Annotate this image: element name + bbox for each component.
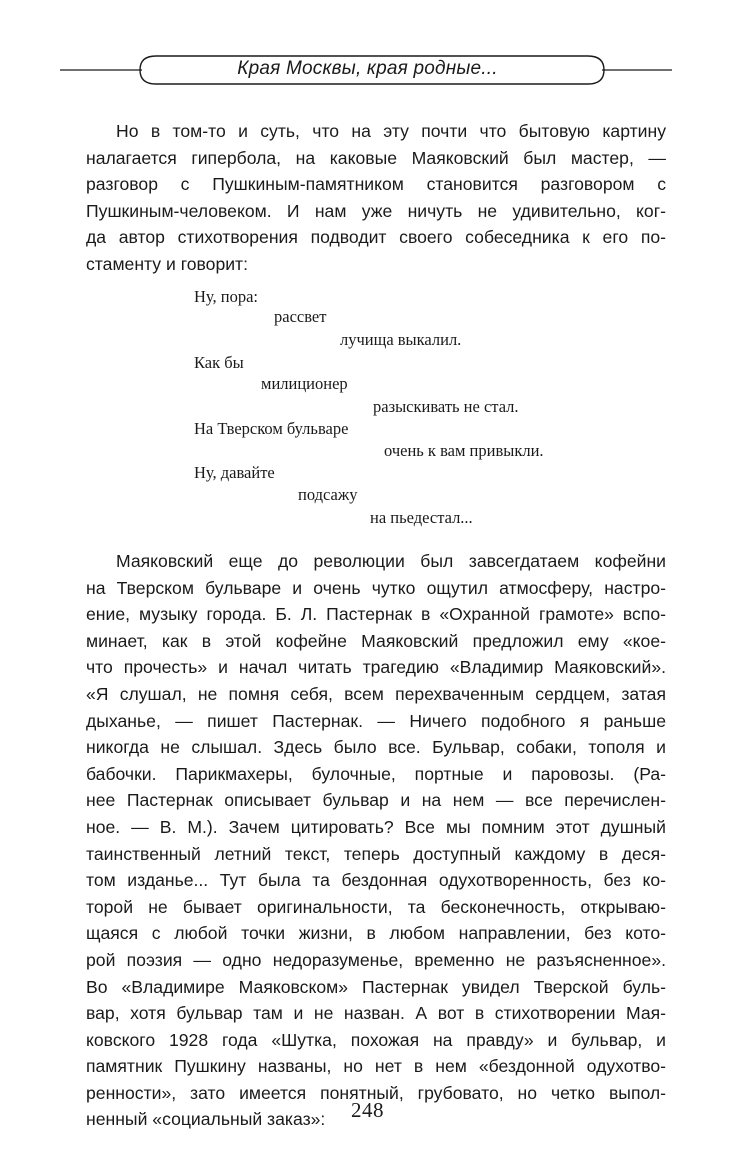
poem-line: Ну, давайте [194,463,275,482]
text-line: дыханье, — пишет Пастернак. — Ничего подобного я раньше [86,710,666,731]
text-line: ение, музыку города. Б. Л. Пастернак в «Охранной грамоте» вспо- [86,604,666,625]
text-line: «Я слушал, не помня себя, всем перехваченным сердцем, затая [86,683,666,704]
poem-line: подсажу [298,485,358,504]
text-line: Пушкиным-человеком. И нам уже ничуть не удивительно, ког- [86,200,666,221]
text-line: стаменту и говорит: [86,253,249,274]
poem-line: разыскивать не стал. [373,397,519,416]
poem-line: На Тверском бульваре [194,419,349,438]
header-title: Края Москвы, края родные... [237,58,498,79]
text-line: бабочки. Парикмахеры, булочные, портные и паровозы. (Ра- [86,763,666,784]
text-line: что прочесть» и начал читать трагедию «Владимир Маяковский». [86,657,666,678]
text-line: том изданье... Тут была та бездонная одухотворенность, без ко- [86,870,666,891]
poem-line: милиционер [261,374,348,393]
text-line: Во «Владимире Маяковском» Пастернак увидел Тверской буль- [86,976,666,997]
text-line: Но в том-то и суть, что на эту почти что бытовую картину [116,121,666,141]
text-line: никогда не слышал. Здесь было все. Бульвар, собаки, тополя и [86,737,666,758]
text-line: ное. — В. М.). Зачем цитировать? Все мы помним этот душный [86,816,666,837]
text-line: налагается гипербола, на каковые Маяковский был мастер, — [86,147,666,168]
text-line: на Тверском бульваре и очень чутко ощутил атмосферу, настро- [86,577,666,598]
poem-line: лучища выкалил. [340,330,462,349]
poem-line: Ну, пора: [194,287,259,306]
text-line: да автор стихотворения подводит своего собеседника к его по- [86,227,666,248]
page-number: 248 [351,1098,384,1122]
text-line: минает, как в этой кофейне Маяковский предложил ему «кое- [86,630,666,651]
text-line: рой поэзия — одно недоразуменье, временно не разъясненное». [86,949,666,970]
text-line: ковского 1928 года «Шутка, похожая на правду» и бульвар, и [86,1029,666,1050]
running-header [60,48,675,92]
text-line: ренности», зато имеется понятный, грубовато, но четко выпол- [86,1082,666,1103]
text-line: ненный «социальный заказ»: [86,1109,326,1130]
text-line: таинственный летний текст, теперь доступный каждому в деся- [86,843,666,864]
poem-line: рассвет [274,307,327,326]
text-line: разговор с Пушкиным-памятником становится разговором с [86,174,666,195]
text-line: памятник Пушкину названы, но нет в нем «бездонной одухотво- [86,1056,666,1077]
text-line: нее Пастернак описывает бульвар и на нем — все перечислен- [86,790,666,811]
text-line: щаяся с любой точки жизни, в любом направлении, без кото- [86,923,666,944]
paragraph-2 [86,548,666,1133]
poem-line: Как бы [194,353,244,372]
text-line: вар, хотя бульвар там и не назван. А вот в стихотворении Мая- [86,1003,666,1024]
text-line: Маяковский еще до революции был завсегдатаем кофейни [116,551,666,571]
poem-line: на пьедестал... [370,508,473,527]
paragraph-1 [86,118,666,278]
text-line: торой не бывает оригинальности, та бесконечность, открываю- [86,896,666,917]
poem-line: очень к вам привыкли. [384,441,544,460]
